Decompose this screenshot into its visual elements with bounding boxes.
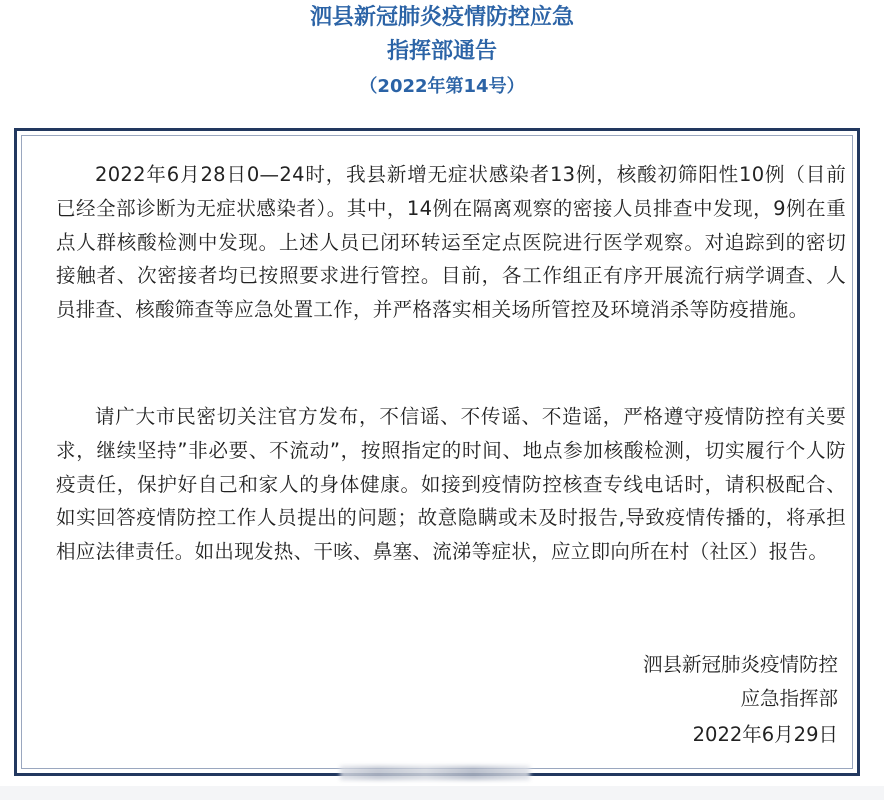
- blurred-watermark: [340, 766, 530, 780]
- paragraph-1: 2022年6月28日0—24时，我县新增无症状感染者13例，核酸初筛阳性10例（目前已经全部诊断为无症状感染者）。其中，14例在隔离观察的密接人员排查中发现，9例在重点人群核酸检测中发现。上述人员已闭环转运至定点医院进行医学观察。对追踪到的密切接触者、次密接者均已按照要求进行管控。目前，各工作组正有序开展流行病学调查、人员排查、核酸筛查等应急处置工作，并严格落实相关场所管控及环境消杀等防疫措施。: [56, 163, 846, 322]
- title-line-1: 泗县新冠肺炎疫情防控应急: [309, 5, 574, 30]
- title-line-2: 指挥部通告: [386, 39, 497, 64]
- signature-date: 2022年6月29日: [692, 723, 838, 746]
- bottom-strip: [0, 786, 884, 800]
- signature-org-line-2: 应急指挥部: [740, 687, 838, 710]
- notice-number: （2022年第14号）: [359, 76, 525, 97]
- paragraph-2: 请广大市民密切关注官方发布，不信谣、不传谣、不造谣，严格遵守疫情防控有关要求，继续坚持”非必要、不流动”，按照指定的时间、地点参加核酸检测，切实履行个人防疫责任，保护好自己和家人的身体健康。如接到疫情防控核查专线电话时，请积极配合、如实回答疫情防控工作人员提出的问题；故意隐瞒或未及时报告,导致疫情传播的，将承担相应法律责任。如出现发热、干咳、鼻塞、流涕等症状，应立即向所在村（社区）报告。: [56, 405, 846, 564]
- signature-org-line-1: 泗县新冠肺炎疫情防控: [642, 653, 838, 676]
